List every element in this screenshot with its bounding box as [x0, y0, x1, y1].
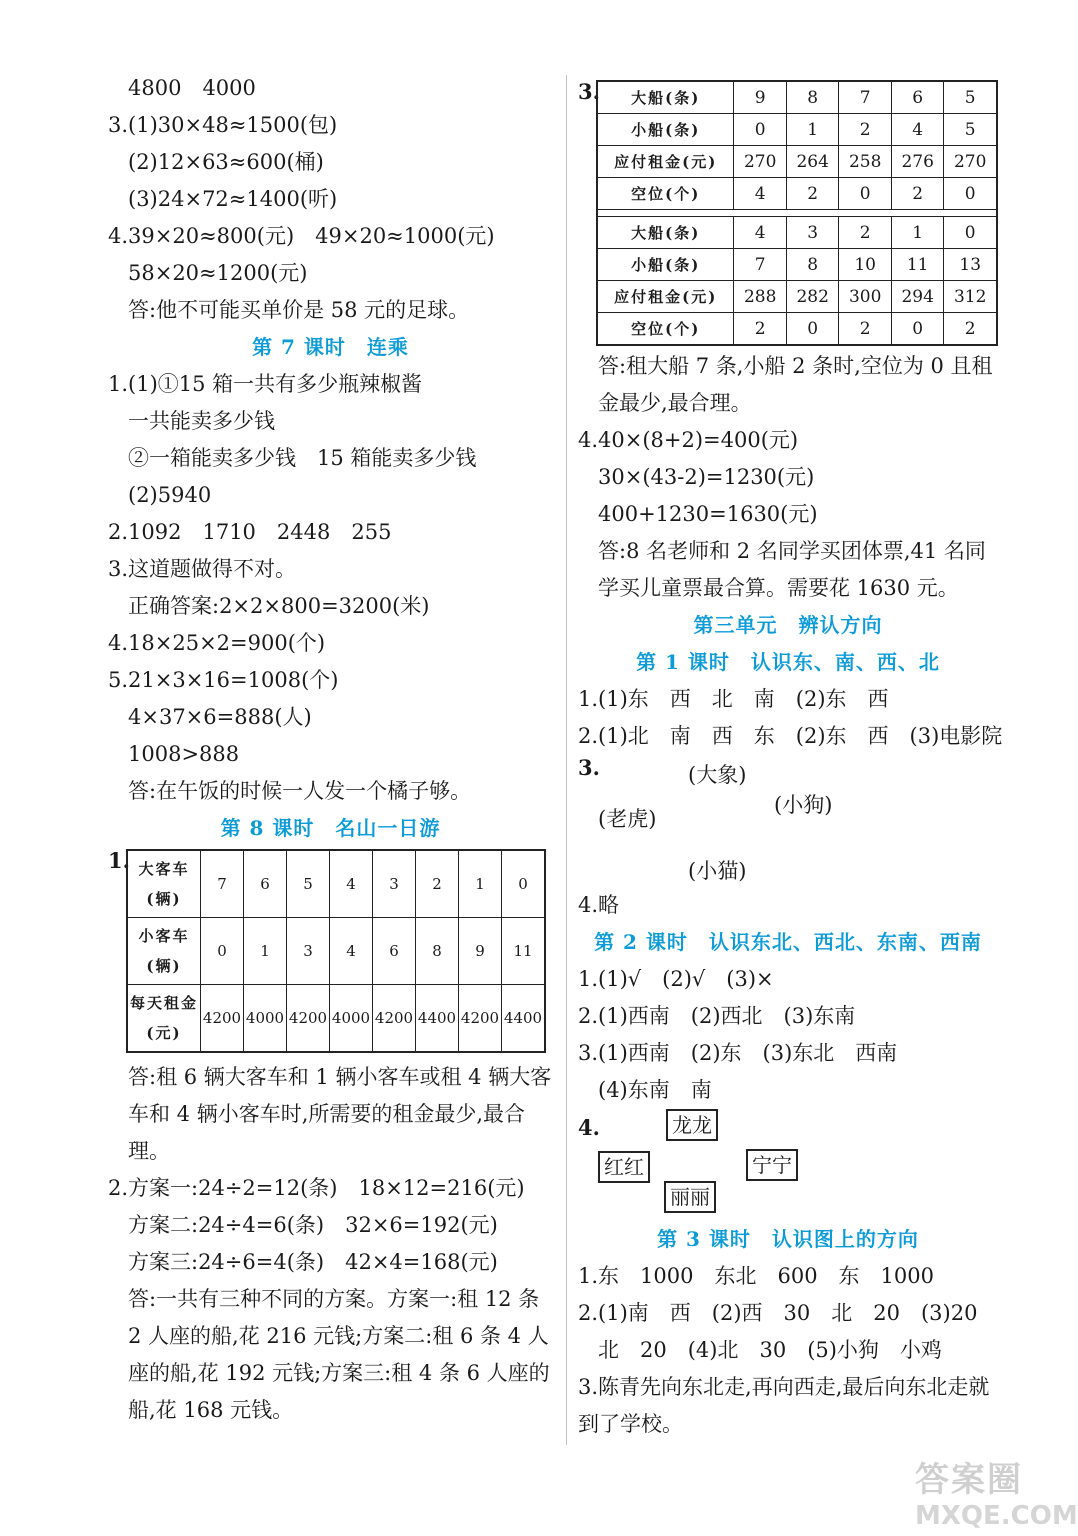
text-line: 正确答案:2×2×800=3200(米) [128, 594, 430, 618]
box-lili: 丽丽 [664, 1181, 716, 1213]
q4-lines [578, 422, 998, 533]
table-cell: 11 [502, 918, 546, 985]
table-cell: 0 [944, 217, 997, 249]
table-cell: 4200 [373, 985, 416, 1053]
table-cell: 0 [734, 114, 787, 146]
boat-rental-table [596, 80, 998, 346]
answer-last: 3.陈青先向东北走,再向西走,最后向东北走就到了学校。 [578, 1375, 990, 1436]
text-line: 2.(1)南 西 (2)西 30 北 20 (3)20 [578, 1301, 978, 1325]
row-header: 小客车(辆) [127, 918, 201, 985]
row-header: 空位(个) [597, 178, 734, 210]
text-line: 北 20 (4)北 30 (5)小狗 小鸡 [598, 1338, 942, 1362]
table-cell: 3 [373, 850, 416, 918]
table-row [597, 178, 997, 210]
table-cell: 276 [891, 146, 944, 178]
text-line: 一共能卖多少钱 [128, 409, 275, 433]
text-line: 1.(1)①15 箱一共有多少瓶辣椒酱 [108, 372, 423, 396]
table-cell: 4 [734, 217, 787, 249]
text-line: 答:他不可能买单价是 58 元的足球。 [128, 298, 470, 322]
table-cell: 270 [734, 146, 787, 178]
table-cell: 1 [459, 850, 502, 918]
map-dog: (小狗) [774, 793, 833, 817]
text-line: 3.这道题做得不对。 [108, 557, 297, 581]
table-cell: 2 [416, 850, 459, 918]
table2-number: 3. [578, 79, 600, 104]
text-line: 方案三:24÷6=4(条) 42×4=168(元) [128, 1250, 498, 1274]
table-cell: 0 [201, 918, 244, 985]
table-cell: 3 [287, 918, 330, 985]
column-divider [566, 75, 567, 1445]
animal-map [578, 755, 998, 887]
text-line: (4)东南 南 [598, 1078, 712, 1102]
table-cell: 4 [891, 114, 944, 146]
text-line: 3.(1)30×48≈1500(包) [108, 113, 338, 137]
row-header: 每天租金(元) [127, 985, 201, 1053]
left-column [108, 70, 553, 1429]
text-line: 30×(43-2)=1230(元) [598, 465, 815, 489]
table-cell: 294 [891, 281, 944, 313]
table-cell: 1 [786, 114, 839, 146]
table-cell: 4 [734, 178, 787, 210]
table-cell: 8 [786, 81, 839, 114]
unit-heading: 第三单元 辨认方向 [693, 613, 883, 637]
table1-number: 1. [108, 848, 130, 873]
table-cell: 2 [734, 313, 787, 346]
table-cell: 258 [839, 146, 892, 178]
table-cell: 2 [839, 217, 892, 249]
row-header: 大客车(辆) [127, 850, 201, 918]
lesson3-lines [578, 1258, 998, 1369]
table-cell: 7 [201, 850, 244, 918]
lesson7-lines [108, 366, 553, 810]
text-line: 1.(1)√ (2)√ (3)× [578, 967, 774, 991]
q4-short: 4.略 [578, 893, 620, 917]
table-cell: 5 [287, 850, 330, 918]
text-line: 4.18×25×2=900(个) [108, 631, 326, 655]
text-line: 4800 4000 [128, 76, 256, 100]
text-line: 58×20≈1200(元) [128, 261, 308, 285]
text-line: ②一箱能卖多少钱 15 箱能卖多少钱 [128, 446, 477, 470]
lesson2-lines [578, 961, 998, 1109]
table-cell: 4200 [201, 985, 244, 1053]
text-line: 4.40×(8+2)=400(元) [578, 428, 799, 452]
table-cell: 9 [459, 918, 502, 985]
row-header: 小船(条) [597, 249, 734, 281]
text-line: 3.(1)西南 (2)东 (3)东北 西南 [578, 1041, 898, 1065]
row-header: 应付租金(元) [597, 146, 734, 178]
lesson7-heading: 第 7 课时 连乘 [252, 335, 409, 359]
table-cell: 282 [786, 281, 839, 313]
text-line: 1.东 1000 东北 600 东 1000 [578, 1264, 935, 1288]
table-row [597, 146, 997, 178]
text-line: 400+1230=1630(元) [598, 502, 818, 526]
table1-block [108, 849, 553, 1053]
table-cell: 264 [786, 146, 839, 178]
map-tiger: (老虎) [598, 807, 657, 831]
table-cell: 6 [891, 81, 944, 114]
table-row [597, 281, 997, 313]
watermark-logo [915, 1452, 1078, 1531]
table-cell: 4000 [330, 985, 373, 1053]
table-cell: 7 [734, 249, 787, 281]
table-row [127, 985, 545, 1053]
table-cell: 0 [786, 313, 839, 346]
lesson8-heading: 第 8 课时 名山一日游 [220, 816, 441, 840]
table-cell: 7 [839, 81, 892, 114]
watermark-line2: MXQE.COM [915, 1501, 1078, 1531]
table-cell: 4400 [416, 985, 459, 1053]
answer1: 答:租 6 辆大客车和 1 辆小客车或租 4 辆大客车和 4 辆小客车时,所需要的租金最少,最合理。 [128, 1065, 552, 1163]
table-cell: 4000 [244, 985, 287, 1053]
table-cell: 312 [944, 281, 997, 313]
text-line: 1.(1)东 西 北 南 (2)东 西 [578, 687, 889, 711]
table-cell: 2 [839, 313, 892, 346]
table-row [597, 217, 997, 249]
text-line: 4.39×20≈800(元) 49×20≈1000(元) [108, 224, 495, 248]
answer4: 答:8 名老师和 2 名同学买团体票,41 名同学买儿童票最合算。需要花 1630 元。 [598, 539, 986, 600]
table-cell: 1 [244, 918, 287, 985]
table-cell: 2 [891, 178, 944, 210]
table-cell: 4400 [502, 985, 546, 1053]
table2-block [578, 80, 998, 346]
right-column [578, 78, 1003, 1443]
text-line: 2.(1)北 南 西 东 (2)东 西 (3)电影院 [578, 724, 1003, 748]
table-row [597, 313, 997, 346]
text-line: (2)5940 [128, 483, 212, 507]
table-cell: 4 [330, 850, 373, 918]
text-line: (2)12×63≈600(桶) [128, 150, 324, 174]
box-honghong: 红红 [598, 1151, 650, 1183]
lesson1-lines [578, 681, 1003, 755]
watermark-line1: 答案圈 [915, 1460, 1023, 1500]
lesson2-heading: 第 2 课时 认识东北、西北、东南、西南 [594, 930, 982, 954]
table-cell: 270 [944, 146, 997, 178]
row-header: 空位(个) [597, 313, 734, 346]
table-row [597, 114, 997, 146]
box-ningning: 宁宁 [746, 1149, 798, 1181]
text-line: 2.(1)西南 (2)西北 (3)东南 [578, 1004, 856, 1028]
table-cell: 8 [786, 249, 839, 281]
text-line: 4×37×6=888(人) [128, 705, 312, 729]
row-header: 大船(条) [597, 81, 734, 114]
table-cell: 300 [839, 281, 892, 313]
table-cell: 0 [891, 313, 944, 346]
table-cell: 4200 [287, 985, 330, 1053]
text-line: 1008>888 [128, 742, 240, 766]
table-cell: 6 [244, 850, 287, 918]
row-header: 小船(条) [597, 114, 734, 146]
table-cell: 5 [944, 81, 997, 114]
left-top-lines [108, 70, 553, 329]
row-header: 应付租金(元) [597, 281, 734, 313]
table-cell: 11 [891, 249, 944, 281]
table-cell: 2 [839, 114, 892, 146]
text-line: (3)24×72≈1400(听) [128, 187, 338, 211]
table-cell: 10 [839, 249, 892, 281]
text-line: 5.21×3×16=1008(个) [108, 668, 339, 692]
lesson3-heading: 第 3 课时 认识图上的方向 [657, 1227, 919, 1251]
table-gap [597, 210, 997, 217]
table-cell: 288 [734, 281, 787, 313]
map-number: 3. [578, 755, 600, 780]
table-cell: 4200 [459, 985, 502, 1053]
table-row [597, 249, 997, 281]
table-cell: 1 [891, 217, 944, 249]
table-row [597, 81, 997, 114]
left-bottom-lines [108, 1170, 553, 1281]
table-cell: 13 [944, 249, 997, 281]
bus-rental-table [126, 849, 546, 1053]
text-line: 2.1092 1710 2448 255 [108, 520, 392, 544]
table-row [127, 918, 545, 985]
table-cell: 0 [839, 178, 892, 210]
name-boxes [578, 1109, 998, 1221]
text-line: 2.方案一:24÷2=12(条) 18×12=216(元) [108, 1176, 525, 1200]
map-elephant: (大象) [688, 763, 747, 787]
table-cell: 2 [944, 313, 997, 346]
table-cell: 2 [786, 178, 839, 210]
row-header: 大船(条) [597, 217, 734, 249]
table-cell: 0 [944, 178, 997, 210]
table-cell: 5 [944, 114, 997, 146]
lesson1-heading: 第 1 课时 认识东、南、西、北 [636, 650, 940, 674]
table-cell: 0 [502, 850, 546, 918]
table-cell: 6 [373, 918, 416, 985]
text-line: 答:在午饭的时候一人发一个橘子够。 [128, 779, 472, 803]
text-line: 方案二:24÷4=6(条) 32×6=192(元) [128, 1213, 498, 1237]
boxes-number: 4. [578, 1115, 600, 1140]
table-cell: 8 [416, 918, 459, 985]
answer2: 答:一共有三种不同的方案。方案一:租 12 条 2 人座的船,花 216 元钱;方案二:租 6 条 4 人座的船,花 192 元钱;方案三:租 4 条 6 人座的船,花 168 元钱。 [128, 1287, 550, 1422]
box-longlong: 龙龙 [666, 1109, 718, 1141]
map-cat: (小猫) [688, 859, 747, 883]
table-row [127, 850, 545, 918]
table-cell: 9 [734, 81, 787, 114]
table-cell: 4 [330, 918, 373, 985]
table-cell: 3 [786, 217, 839, 249]
answer3: 答:租大船 7 条,小船 2 条时,空位为 0 且租金最少,最合理。 [598, 354, 993, 415]
